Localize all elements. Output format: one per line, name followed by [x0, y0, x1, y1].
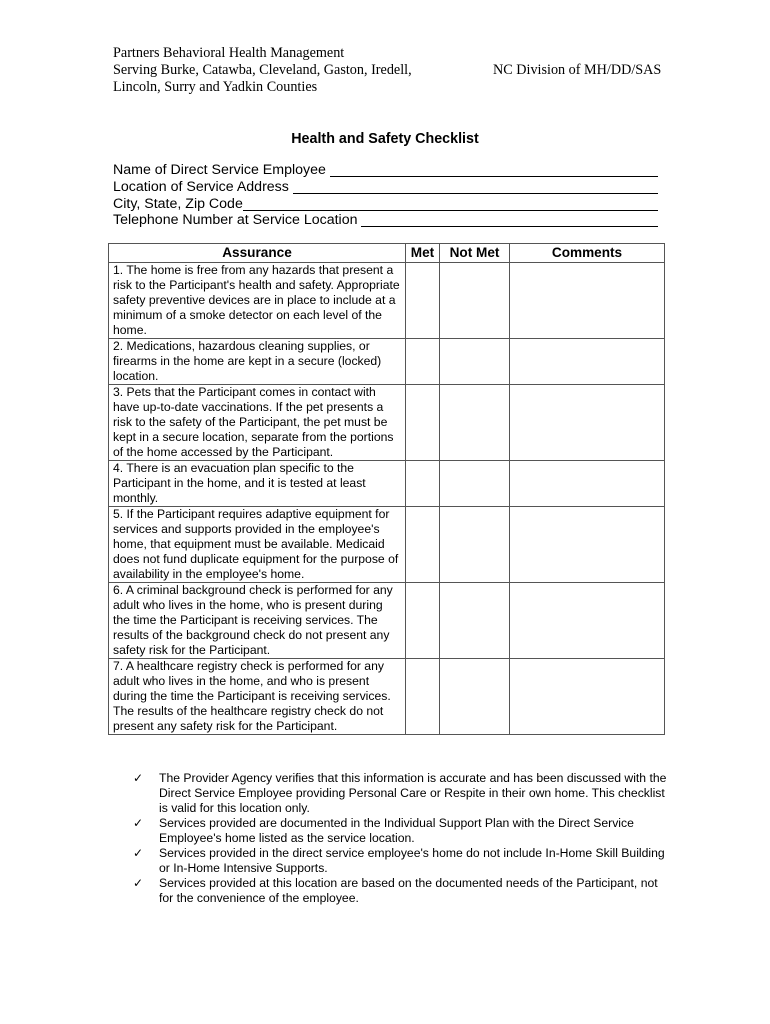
not-met-cell[interactable] [440, 461, 510, 507]
verification-checklist [133, 771, 673, 906]
not-met-cell[interactable] [440, 583, 510, 659]
city-state-zip-field [113, 196, 658, 213]
org-line-3: Lincoln, Surry and Yadkin Counties [113, 79, 318, 95]
met-cell[interactable] [406, 339, 440, 385]
list-item-text: Services provided in the direct service employee's home do not include In-Home Skill Building or In-Home Intensive Supports. [159, 846, 665, 875]
table-header-row [109, 244, 665, 263]
table-row [109, 461, 665, 507]
met-header: Met [406, 244, 440, 263]
not-met-header: Not Met [440, 244, 510, 263]
city-state-zip-label: City, State, Zip Code [113, 196, 243, 212]
comments-cell[interactable] [510, 263, 665, 339]
list-item [133, 771, 673, 816]
not-met-cell[interactable] [440, 339, 510, 385]
telephone-field [113, 212, 658, 229]
comments-header: Comments [510, 244, 665, 263]
assurance-cell: 6. A criminal background check is performed for any adult who lives in the home, who is present during the time the Participant is receiving services. The results of the background check do not present any safety risk for the Participant. [109, 583, 406, 659]
comments-cell[interactable] [510, 461, 665, 507]
checkmark-icon: ✓ [133, 816, 144, 830]
city-state-zip-input[interactable] [243, 209, 658, 211]
not-met-cell[interactable] [440, 507, 510, 583]
met-cell[interactable] [406, 507, 440, 583]
met-cell[interactable] [406, 659, 440, 735]
list-item-text: The Provider Agency verifies that this information is accurate and has been discussed with the Direct Service Employee providing Personal Care or Respite in their own home. This checklist is valid for this location only. [159, 771, 667, 815]
assurance-header: Assurance [109, 244, 406, 263]
table-row [109, 583, 665, 659]
table-row [109, 339, 665, 385]
assurance-cell: 2. Medications, hazardous cleaning supplies, or firearms in the home are kept in a secure (locked) location. [109, 339, 406, 385]
list-item-text: Services provided are documented in the Individual Support Plan with the Direct Service Employee's home listed as the service location. [159, 816, 634, 845]
checkmark-icon: ✓ [133, 771, 144, 785]
met-cell[interactable] [406, 385, 440, 461]
comments-cell[interactable] [510, 583, 665, 659]
service-address-input[interactable] [293, 192, 658, 194]
not-met-cell[interactable] [440, 659, 510, 735]
comments-cell[interactable] [510, 385, 665, 461]
assurance-cell: 3. Pets that the Participant comes in contact with have up-to-date vaccinations. If the pet presents a risk to the safety of the Participant, the pet must be kept in a secure location, separate from the portions of the home accessed by the Participant. [109, 385, 406, 461]
comments-cell[interactable] [510, 507, 665, 583]
checkmark-icon: ✓ [133, 876, 144, 890]
employee-name-field [113, 162, 658, 179]
not-met-cell[interactable] [440, 263, 510, 339]
table-row [109, 659, 665, 735]
not-met-cell[interactable] [440, 385, 510, 461]
page-title: Health and Safety Checklist [291, 131, 479, 147]
list-item [133, 846, 673, 876]
service-address-label: Location of Service Address [113, 179, 289, 195]
organization-header [113, 45, 412, 96]
org-line-1: Partners Behavioral Health Management [113, 45, 345, 61]
comments-cell[interactable] [510, 659, 665, 735]
table-row [109, 263, 665, 339]
employee-name-input[interactable] [330, 175, 658, 177]
division-label: NC Division of MH/DD/SAS [493, 62, 662, 78]
service-address-field [113, 179, 658, 196]
org-line-2: Serving Burke, Catawba, Cleveland, Gaston, Iredell, [113, 62, 412, 78]
table-row [109, 507, 665, 583]
assurance-cell: 7. A healthcare registry check is performed for any adult who lives in the home, and who is present during the time the Participant is receiving services. The results of the healthcare registry check do not present any safety risk for the Participant. [109, 659, 406, 735]
assurance-cell: 4. There is an evacuation plan specific to the Participant in the home, and it is tested at least monthly. [109, 461, 406, 507]
checkmark-icon: ✓ [133, 846, 144, 860]
assurance-cell: 5. If the Participant requires adaptive equipment for services and supports provided in the employee's home, that equipment must be available. Medicaid does not fund duplicate equipment for the purpose of availability in the employee's home. [109, 507, 406, 583]
comments-cell[interactable] [510, 339, 665, 385]
list-item [133, 816, 673, 846]
met-cell[interactable] [406, 461, 440, 507]
telephone-label: Telephone Number at Service Location [113, 212, 358, 228]
telephone-input[interactable] [361, 225, 658, 227]
met-cell[interactable] [406, 583, 440, 659]
employee-name-label: Name of Direct Service Employee [113, 162, 326, 178]
assurance-cell: 1. The home is free from any hazards that present a risk to the Participant's health and safety. Appropriate safety preventive devices are in place to include at a minimum of a smoke detector on each level of the home. [109, 263, 406, 339]
met-cell[interactable] [406, 263, 440, 339]
table-row [109, 385, 665, 461]
checklist-table [108, 243, 665, 735]
list-item [133, 876, 673, 906]
list-item-text: Services provided at this location are based on the documented needs of the Participant, not for the convenience of the employee. [159, 876, 658, 905]
